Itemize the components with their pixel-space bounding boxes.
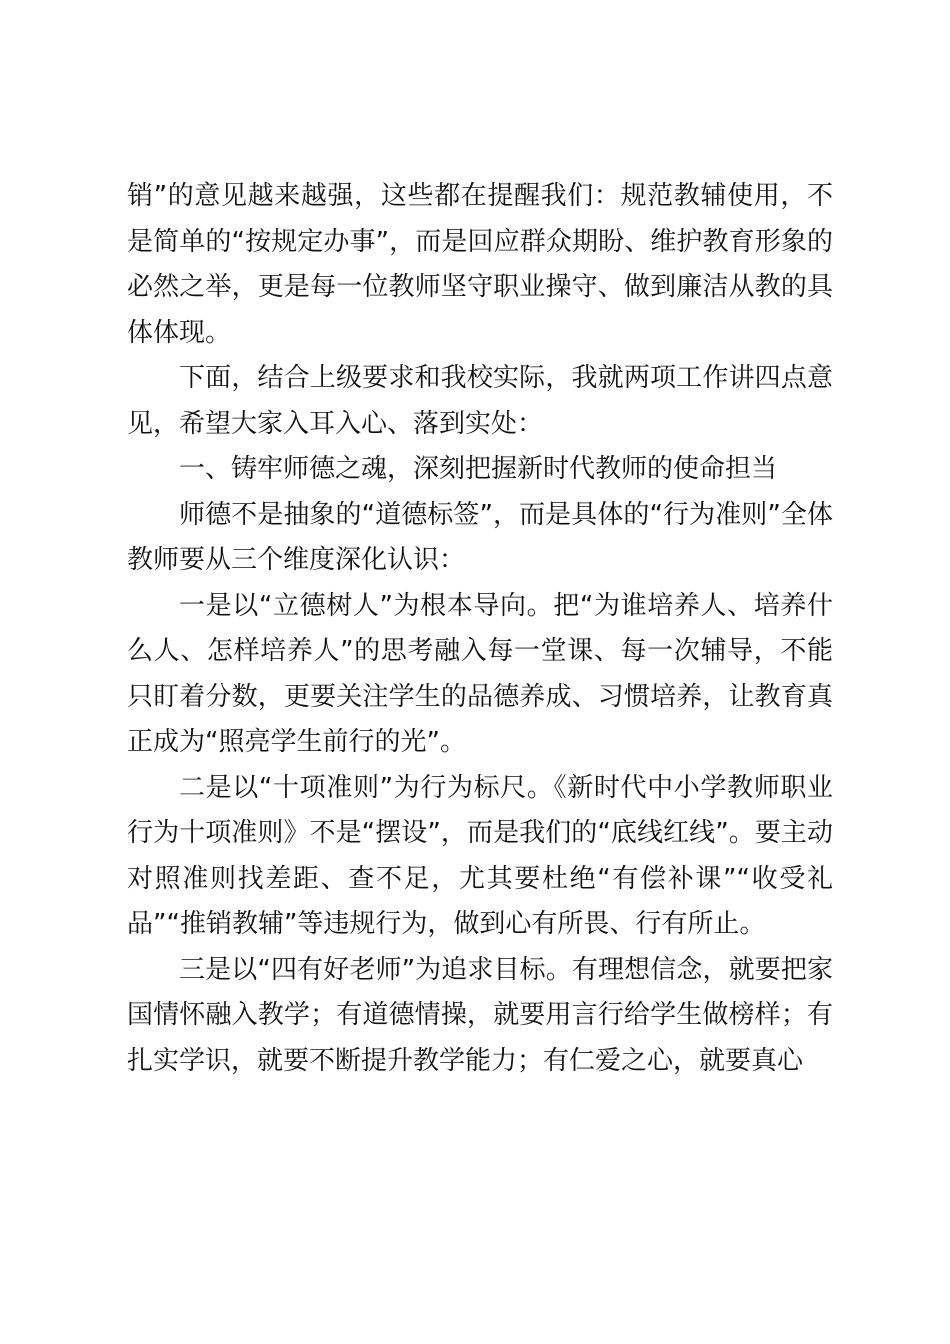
paragraph-6: 三是以“四有好老师”为追求目标。有理想信念，就要把家国情怀融入教学；有道德情操，就要用言行给学生做榜样；有扎实学识，就要不断提升教学能力；有仁爱之心，就要真心 [127, 954, 833, 1076]
paragraph-5: 二是以“十项准则”为行为标尺。《新时代中小学教师职业行为十项准则》不是“摆设”，而是我们的“底线红线”。要主动对照准则找差距、查不足，尤其要杜绝“有偿补课”“收受礼品”“推销教辅”等违规行为，做到心有所畏、行有所止。 [127, 772, 833, 939]
paragraph-3: 师德不是抽象的“道德标签”，而是具体的“行为准则”全体教师要从三个维度深化认识： [127, 499, 833, 575]
section-heading-1: 一、铸牢师德之魂，深刻把握新时代教师的使命担当 [179, 454, 778, 484]
document-body [127, 174, 833, 1084]
paragraph-4: 一是以“立德树人”为根本导向。把“为谁培养人、培养什么人、怎样培养人”的思考融入每一堂课、每一次辅导，不能只盯着分数，更要关注学生的品德养成、习惯培养，让教育真正成为“照亮学生前行的光”。 [127, 590, 833, 757]
paragraph-1: 销”的意见越来越强，这些都在提醒我们：规范教辅使用，不是简单的“按规定办事”，而是回应群众期盼、维护教育形象的必然之举，更是每一位教师坚守职业操守、做到廉洁从教的具体体现。 [127, 181, 833, 348]
paragraph-2: 下面，结合上级要求和我校实际，我就两项工作讲四点意见，希望大家入耳入心、落到实处： [127, 363, 833, 439]
